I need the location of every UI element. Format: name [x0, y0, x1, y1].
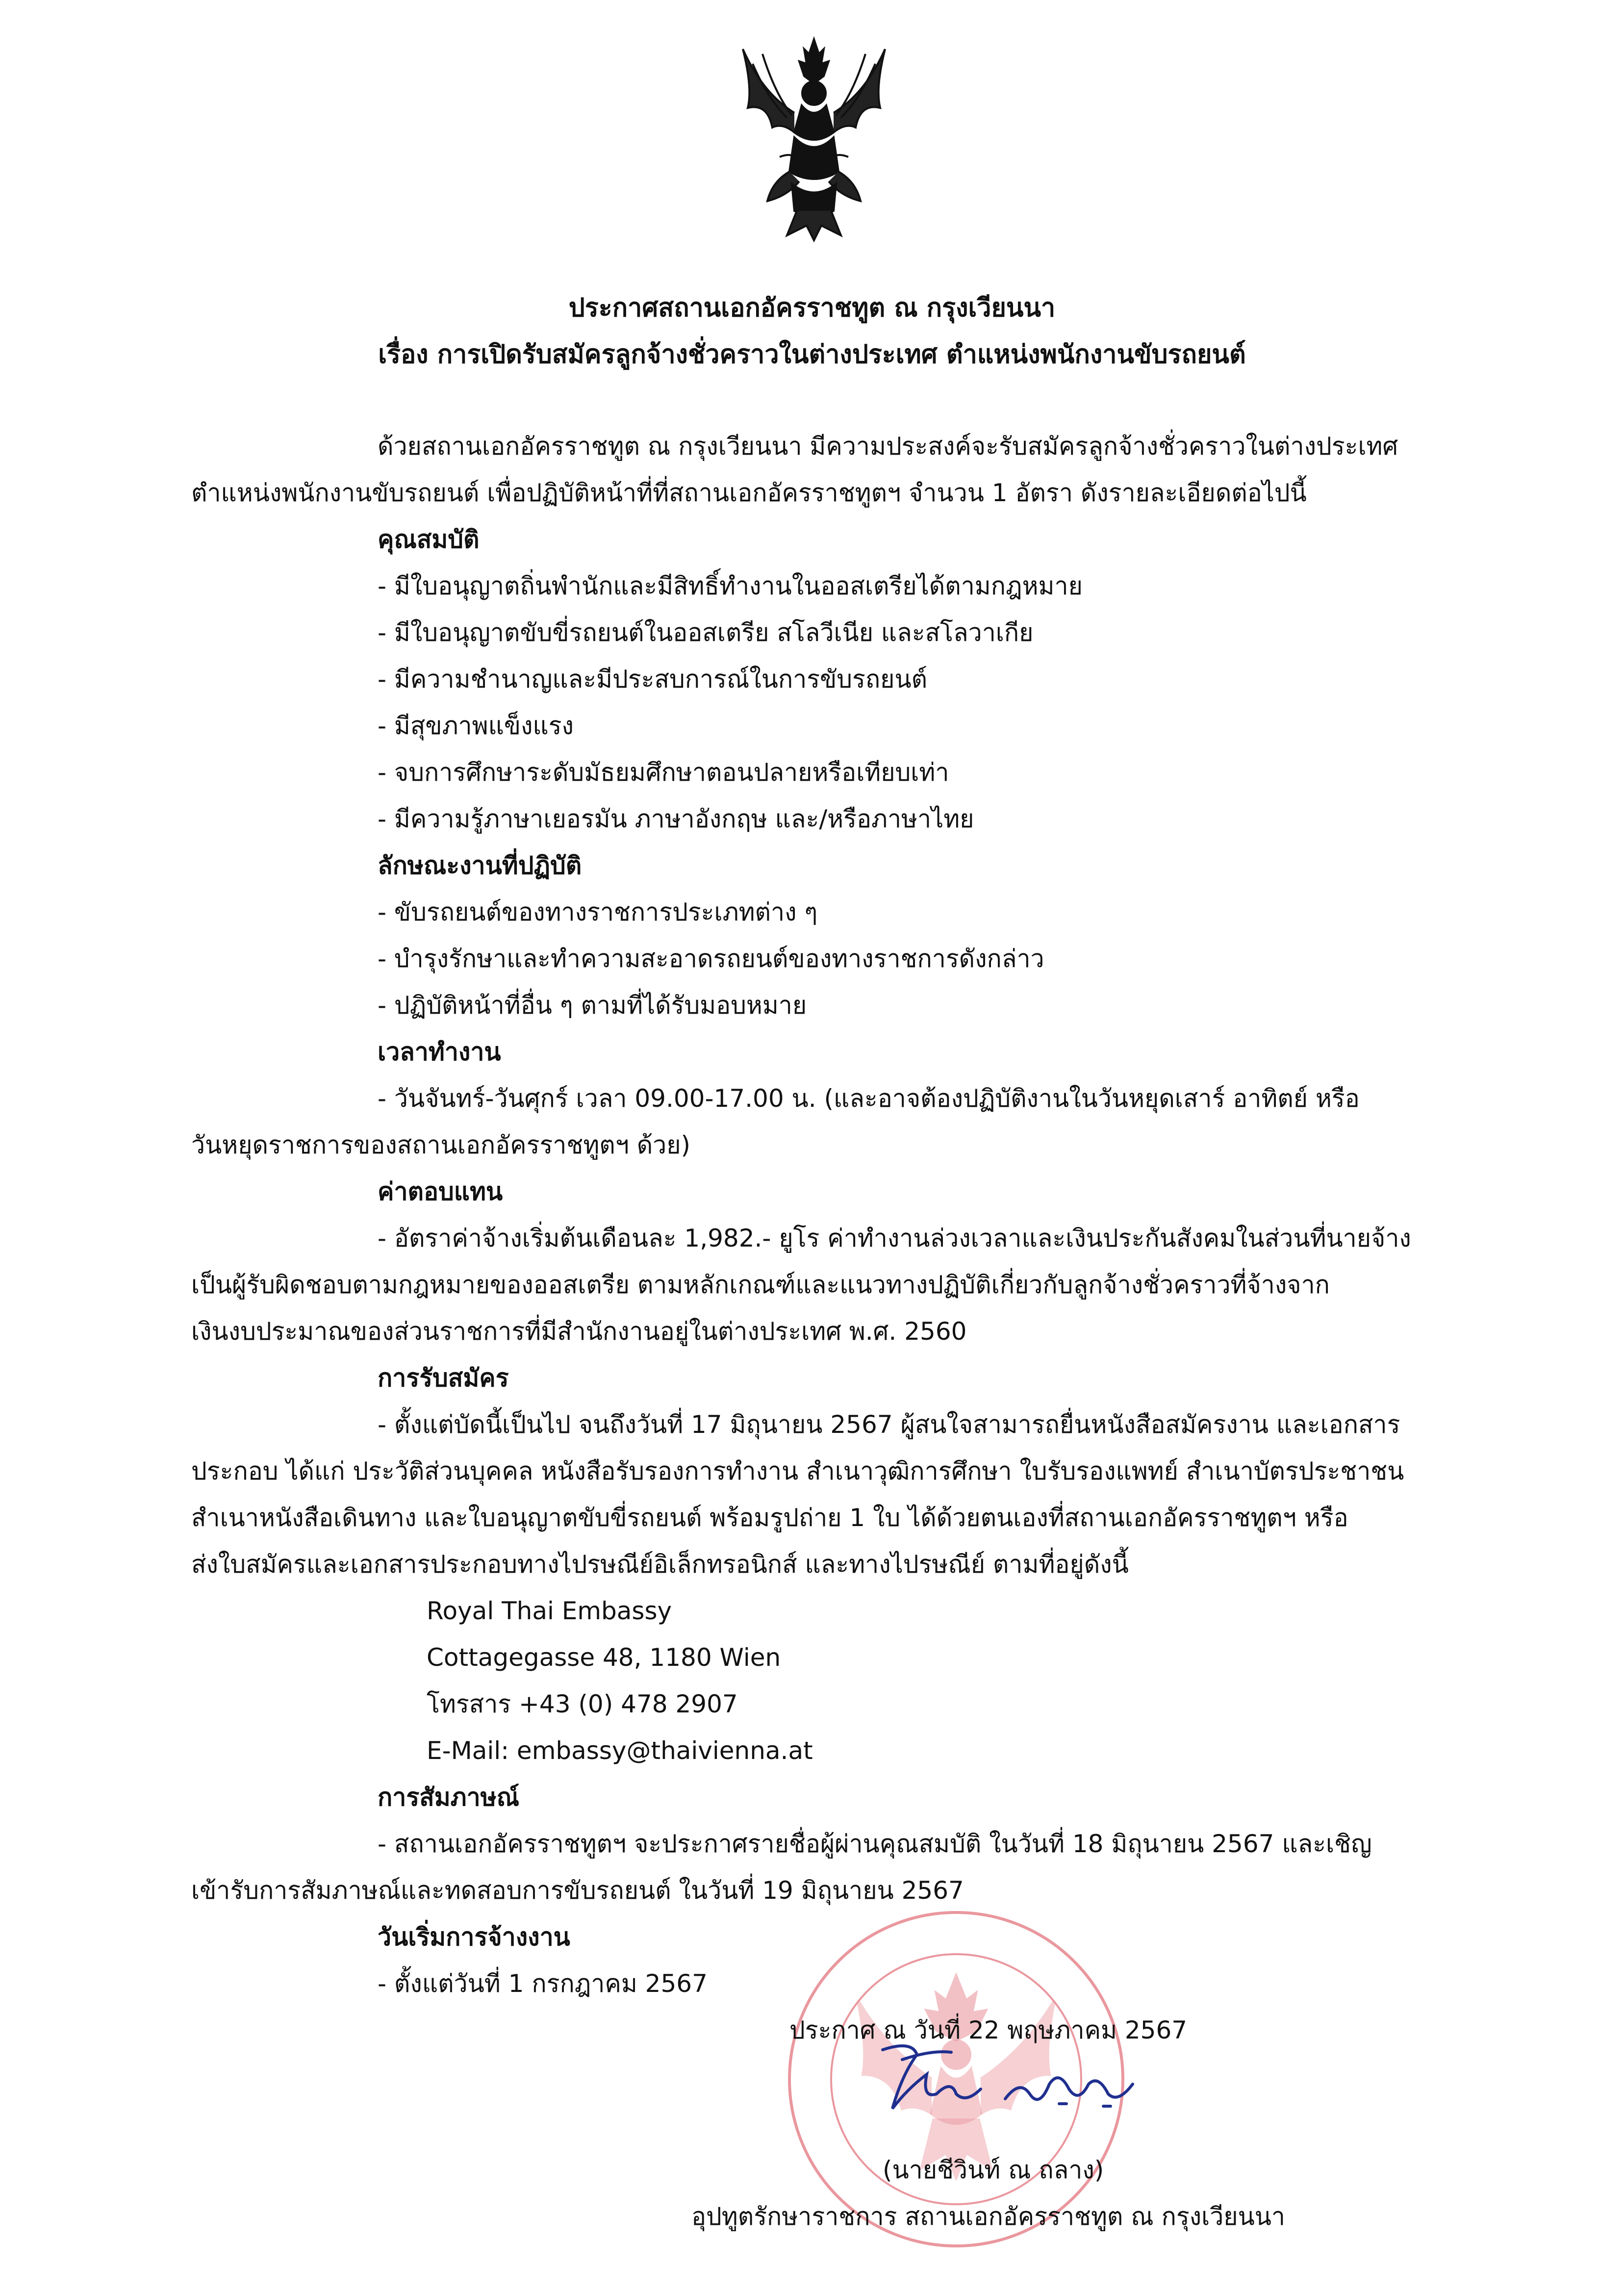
qualification-item: - มีความรู้ภาษาเยอรมัน ภาษาอังกฤษ และ/หรือภาษาไทย: [378, 805, 974, 833]
intro-line-2: ตำแหน่งพนักงานขับรถยนต์ เพื่อปฏิบัติหน้าที่ที่สถานเอกอัครราชทูตฯ จำนวน 1 อัตรา ดังรายละเอียดต่อไปนี้: [191, 479, 1307, 507]
application-line-4: ส่งใบสมัครและเอกสารประกอบทางไปรษณีย์อิเล็กทรอนิกส์ และทางไปรษณีย์ ตามที่อยู่ดังนี้: [191, 1550, 1129, 1579]
signer-title: อุปทูตรักษาราชการ สถานเอกอัครราชทูต ณ กรุงเวียนนา: [691, 2202, 1286, 2231]
application-heading: การรับสมัคร: [378, 1364, 509, 1392]
garuda-emblem-icon: [733, 34, 895, 245]
announcement-title: ประกาศสถานเอกอัครราชทูต ณ กรุงเวียนนา: [568, 293, 1056, 323]
application-line-1: - ตั้งแต่บัดนี้เป็นไป จนถึงวันที่ 17 มิถุนายน 2567 ผู้สนใจสามารถยื่นหนังสือสมัครงาน และเอกสาร: [378, 1410, 1400, 1439]
address-fax: โทรสาร +43 (0) 478 2907: [427, 1690, 738, 1718]
address-email: E-Mail: embassy@thaivienna.at: [427, 1736, 813, 1765]
application-line-3: สำเนาหนังสือเดินทาง และใบอนุญาตขับขี่รถยนต์ พร้อมรูปถ่าย 1 ใบ ได้ด้วยตนเองที่สถานเอกอัครราชทูตฯ หรือ: [191, 1504, 1348, 1532]
qualifications-heading: คุณสมบัติ: [378, 525, 480, 554]
interview-line-2: เข้ารับการสัมภาษณ์และทดสอบการขับรถยนต์ ในวันที่ 19 มิถุนายน 2567: [191, 1876, 964, 1905]
hours-line-1: - วันจันทร์-วันศุกร์ เวลา 09.00-17.00 น. (และอาจต้องปฏิบัติงานในวันหยุดเสาร์ อาทิตย์ หรือ: [378, 1084, 1360, 1113]
qualification-item: - จบการศึกษาระดับมัธยมศึกษาตอนปลายหรือเทียบเท่า: [378, 758, 949, 787]
duty-item: - ปฏิบัติหน้าที่อื่น ๆ ตามที่ได้รับมอบหมาย: [378, 991, 807, 1020]
pay-line-2: เป็นผู้รับผิดชอบตามกฎหมายของออสเตรีย ตามหลักเกณฑ์และแนวทางปฏิบัติเกี่ยวกับลูกจ้างชั่วคราวที่จ้างจาก: [191, 1271, 1330, 1299]
start-heading: วันเริ่มการจ้างงาน: [378, 1923, 570, 1951]
qualification-item: - มีใบอนุญาตขับขี่รถยนต์ในออสเตรีย สโลวีเนีย และสโลวาเกีย: [378, 618, 1034, 647]
hours-heading: เวลาทำงาน: [378, 1038, 501, 1066]
duty-item: - บำรุงรักษาและทำความสะอาดรถยนต์ของทางราชการดังกล่าว: [378, 944, 1044, 973]
qualification-item: - มีความชำนาญและมีประสบการณ์ในการขับรถยนต์: [378, 665, 928, 693]
qualification-item: - มีใบอนุญาตถิ่นพำนักและมีสิทธิ์ทำงานในออสเตรียได้ตามกฎหมาย: [378, 572, 1083, 600]
address-embassy-name: Royal Thai Embassy: [427, 1597, 672, 1625]
interview-heading: การสัมภาษณ์: [378, 1783, 520, 1811]
intro-line-1: ด้วยสถานเอกอัครราชทูต ณ กรุงเวียนนา มีความประสงค์จะรับสมัครลูกจ้างชั่วคราวในต่างประเทศ: [378, 432, 1398, 460]
duty-item: - ขับรถยนต์ของทางราชการประเภทต่าง ๆ: [378, 898, 818, 926]
duties-heading: ลักษณะงานที่ปฏิบัติ: [378, 851, 582, 880]
address-street: Cottagegasse 48, 1180 Wien: [427, 1643, 781, 1672]
announcement-subject: เรื่อง การเปิดรับสมัครลูกจ้างชั่วคราวในต่างประเทศ ตำแหน่งพนักงานขับรถยนต์: [378, 340, 1246, 369]
signer-name: (นายชีวินท์ ณ ถลาง): [883, 2156, 1104, 2184]
hours-line-2: วันหยุดราชการของสถานเอกอัครราชทูตฯ ด้วย): [191, 1131, 691, 1159]
application-line-2: ประกอบ ได้แก่ ประวัติส่วนบุคคล หนังสือรับรองการทำงาน สำเนาวุฒิการศึกษา ใบรับรองแพทย์ สำเนาบัตรประชาชน: [191, 1457, 1404, 1485]
pay-line-1: - อัตราค่าจ้างเริ่มต้นเดือนละ 1,982.- ยูโร ค่าทำงานล่วงเวลาและเงินประกันสังคมในส่วนที่นายจ้าง: [378, 1224, 1411, 1252]
interview-line-1: - สถานเอกอัครราชทูตฯ จะประกาศรายชื่อผู้ผ่านคุณสมบัติ ในวันที่ 18 มิถุนายน 2567 และเชิญ: [378, 1830, 1372, 1858]
pay-heading: ค่าตอบแทน: [378, 1177, 503, 1206]
qualification-item: - มีสุขภาพแข็งแรง: [378, 712, 574, 740]
announcement-date: ประกาศ ณ วันที่ 22 พฤษภาคม 2567: [789, 2016, 1188, 2044]
handwritten-signature: [873, 2030, 1147, 2128]
pay-line-3: เงินงบประมาณของส่วนราชการที่มีสำนักงานอยู่ในต่างประเทศ พ.ศ. 2560: [191, 1317, 967, 1346]
start-line: - ตั้งแต่วันที่ 1 กรกฎาคม 2567: [378, 1969, 708, 1998]
